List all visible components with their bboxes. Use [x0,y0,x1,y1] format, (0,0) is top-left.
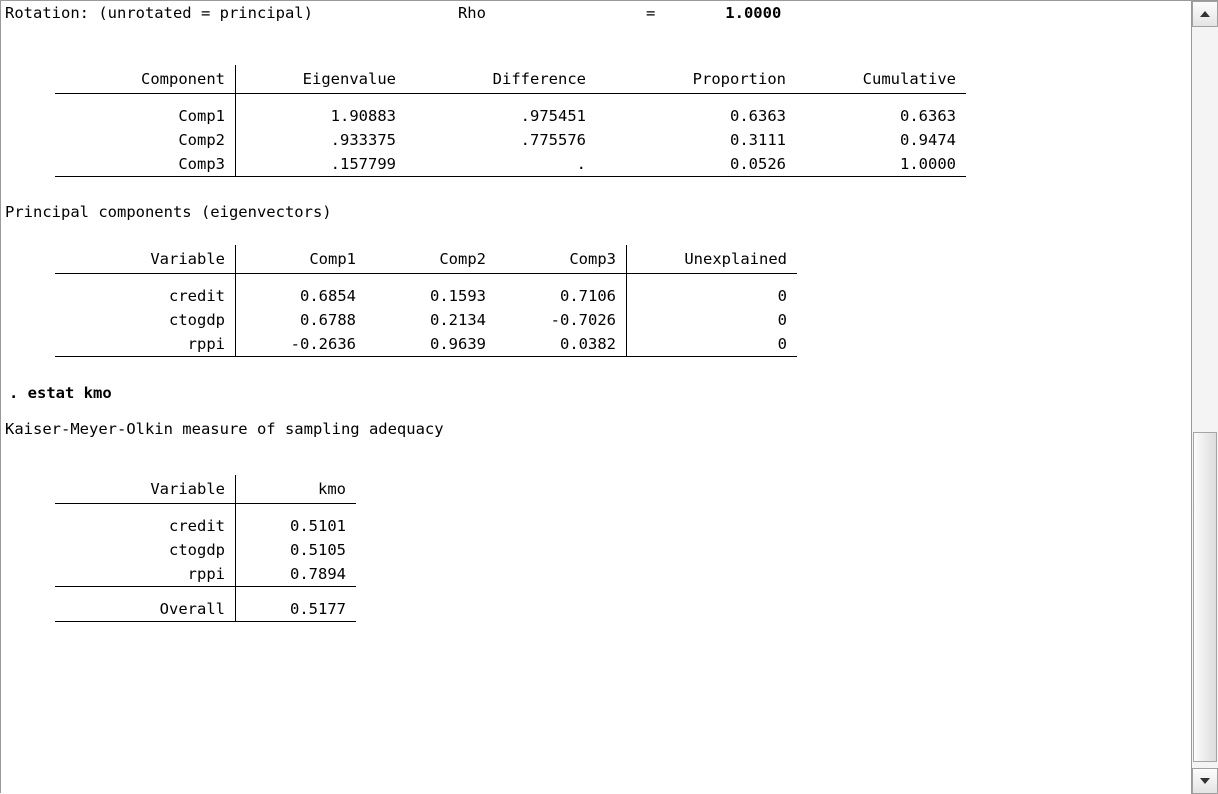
cell-overall-label: Overall [55,597,236,622]
table-header-row [55,65,966,94]
table-spacer [55,274,797,285]
kmo-title: Kaiser-Meyer-Olkin measure of sampling adequacy [5,420,444,438]
cell-unexplained: 0 [627,332,798,357]
header-comp3: Comp3 [496,245,627,274]
cell-kmo: 0.7894 [236,562,357,587]
table-header-row [55,475,356,504]
header-component: Component [55,65,236,94]
cell-comp3: -0.7026 [496,308,627,332]
rho-label: Rho [457,4,486,22]
header-difference: Difference [406,65,596,94]
scroll-down-button[interactable] [1192,768,1218,794]
table-row [55,538,356,562]
cell-variable: credit [55,514,236,538]
cell-variable: rppi [55,562,236,587]
table-row [55,152,966,177]
cell-proportion: 0.6363 [730,107,786,125]
header-proportion: Proportion [596,65,796,94]
cell-cumulative: 1.0000 [796,152,966,177]
cell-difference: . [406,152,596,177]
vertical-scrollbar[interactable] [1191,1,1218,794]
cell-component: Comp3 [55,152,236,177]
cell-comp1: -0.2636 [236,332,367,357]
table-row [55,562,356,587]
cell-component: Comp2 [55,128,236,152]
cell-comp3: 0.0382 [496,332,627,357]
header-unexplained: Unexplained [627,245,798,274]
header-comp2: Comp2 [366,245,496,274]
header-cumulative: Cumulative [796,65,966,94]
cell-cumulative: 0.6363 [900,107,956,125]
cell-variable: rppi [55,332,236,357]
cell-comp1: 0.6788 [300,311,356,329]
kmo-table [55,475,356,622]
cell-comp1: 0.6854 [300,287,356,305]
table-row [55,308,797,332]
rotation-line [5,1,1191,25]
rotation-label: Rotation: (unrotated = principal) [5,4,313,22]
eigenvalue-table [55,65,966,177]
cell-variable: ctogdp [55,308,236,332]
table-spacer [55,94,966,105]
arrow-down-icon [1200,778,1210,784]
cell-overall-value: 0.5177 [236,597,357,622]
cell-eigenvalue: .933375 [330,131,396,149]
table-row [55,332,797,357]
cell-proportion: 0.3111 [730,131,786,149]
scroll-up-button[interactable] [1192,1,1218,27]
cell-variable: ctogdp [55,538,236,562]
cell-eigenvalue: .157799 [236,152,407,177]
rho-value: 1.0000 [725,4,782,22]
table-row [55,104,966,128]
cell-kmo: 0.5101 [290,517,346,535]
table-row [55,128,966,152]
table-header-row [55,245,797,274]
cell-comp2: 0.9639 [366,332,496,357]
arrow-up-icon [1200,11,1210,17]
header-variable: Variable [55,245,236,274]
table-spacer [55,504,356,515]
eigenvector-table [55,245,797,357]
rho-equals: = [645,4,656,22]
table-row-overall [55,597,356,622]
results-pane[interactable] [1,1,1191,792]
scrollbar-thumb[interactable] [1193,432,1217,762]
header-kmo: kmo [236,475,357,504]
header-variable: Variable [55,475,236,504]
scrollbar-track[interactable] [1192,27,1218,768]
cell-difference: .775576 [520,131,586,149]
header-eigenvalue: Eigenvalue [236,65,407,94]
cell-unexplained: 0 [777,311,787,329]
cell-kmo: 0.5105 [290,541,346,559]
cell-comp2: 0.1593 [430,287,486,305]
cell-variable: credit [55,284,236,308]
cell-cumulative: 0.9474 [900,131,956,149]
cell-component: Comp1 [55,104,236,128]
cell-unexplained: 0 [777,287,787,305]
cell-eigenvalue: 1.90883 [330,107,396,125]
cell-difference: .975451 [520,107,586,125]
table-row [55,514,356,538]
table-row [55,284,797,308]
cell-comp2: 0.2134 [430,311,486,329]
table-spacer [55,587,356,598]
cell-comp3: 0.7106 [496,284,627,308]
cell-proportion: 0.0526 [596,152,796,177]
command-line: . estat kmo [9,384,112,402]
principal-components-title: Principal components (eigenvectors) [5,203,332,221]
header-comp1: Comp1 [236,245,367,274]
